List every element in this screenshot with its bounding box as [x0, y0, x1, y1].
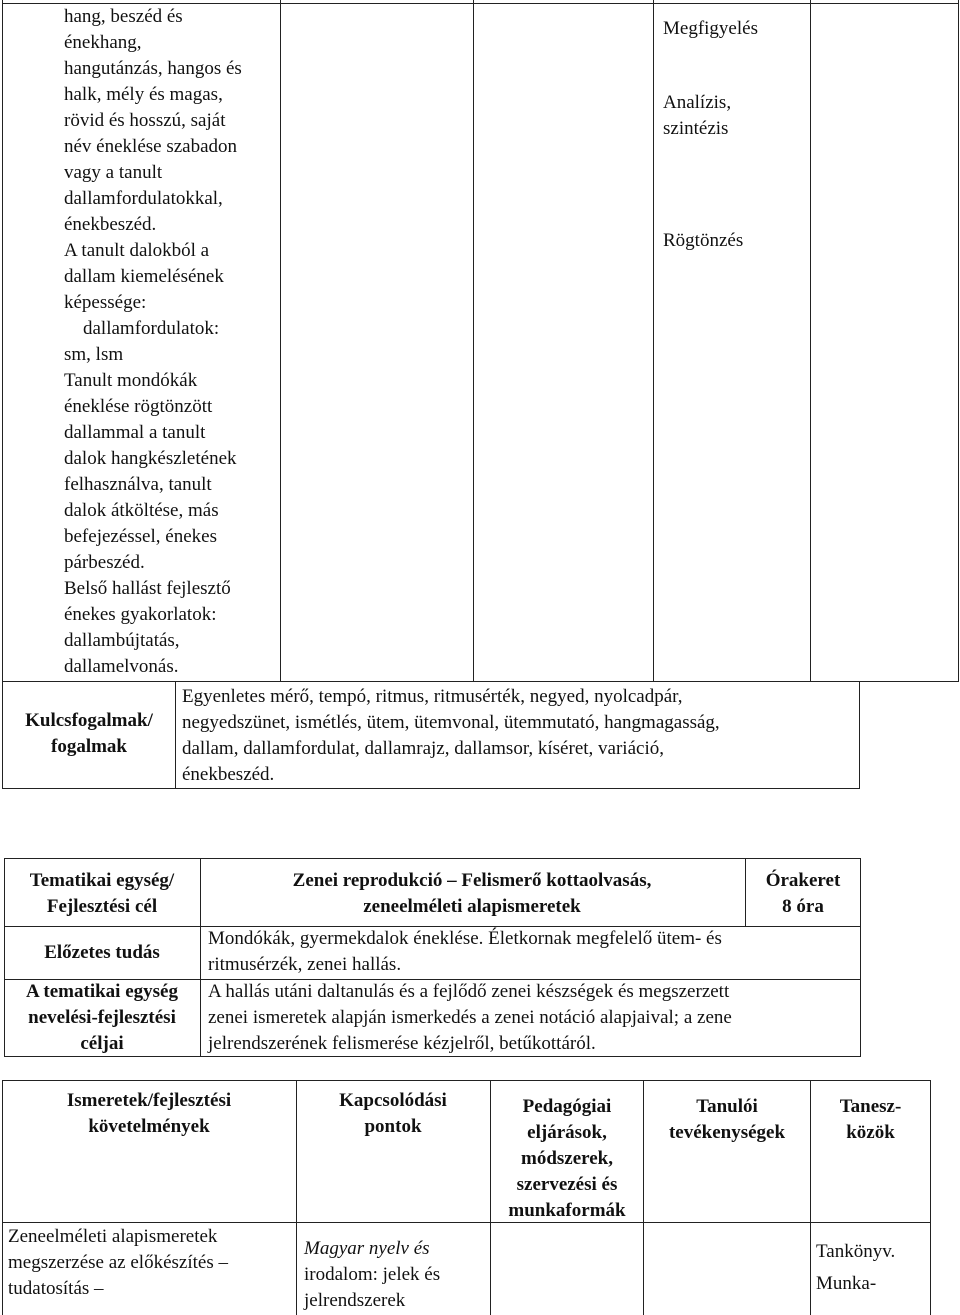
skills-line: dallambújtatás, [64, 630, 180, 651]
skills-line: halk, mély és magas, [64, 84, 223, 105]
skills-line: dallamfordulatokkal, [64, 188, 223, 209]
goals-label: A tematikai egység nevelési-fejlesztési céljai [26, 981, 178, 1054]
unit-table [0, 858, 960, 1058]
hours-label: Órakeret [765, 870, 841, 891]
skills-line: felhasználva, tanult [64, 474, 212, 495]
method-observation: Megfigyelés [663, 18, 758, 39]
method-improvisation: Rögtönzés [663, 230, 744, 251]
skills-line: A tanult dalokból a [64, 240, 210, 261]
skills-line: Tanult mondókák [64, 370, 198, 391]
skills-line: dallamelvonás. [64, 656, 179, 677]
skills-line: énekes gyakorlatok: [64, 604, 217, 625]
goals-text: A hallás utáni daltanulás és a fejlődő zenei készségek és megszerzett zenei ismeretek alapján ismerkedés a zenei notáció alapjaival; a zene jelrendszerének felismerése kézjelről, betűkottáról. [208, 981, 732, 1054]
unit-title: Zenei reprodukció – Felismerő kottaolvasás, zeneelméleti alapismeretek [292, 870, 652, 917]
header-activities: Tanulói tevékenységek [668, 1096, 786, 1143]
skills-line: képessége: [64, 292, 147, 313]
skills-line: befejezéssel, énekes [64, 526, 217, 547]
prior-knowledge-text: Mondókák, gyermekdalok éneklése. Életkornak megfelelő ütem- és ritmusérzék, zenei hallás. [208, 928, 722, 975]
prior-knowledge-label: Előzetes tudás [44, 942, 160, 963]
header-requirements: Ismeretek/fejlesztési követelmények [66, 1090, 232, 1137]
hours-value: 8 óra [782, 896, 824, 917]
skills-text [64, 4, 278, 680]
header-methods: Pedagógiai eljárások, módszerek, szervezési és munkaformák [508, 1096, 626, 1221]
skills-line: dallammal a tanult [64, 422, 206, 443]
skills-line: dalok hangkészletének [64, 448, 237, 469]
links-italic: Magyar nyelv és [304, 1238, 430, 1259]
skills-line: hang, beszéd és [64, 6, 183, 27]
header-tools: Tanesz- közök [839, 1096, 902, 1143]
keywords-label: Kulcsfogalmak/ fogalmak [25, 710, 153, 757]
skills-line: név éneklése szabadon [64, 136, 238, 157]
skills-line: sm, lsm [64, 344, 124, 365]
skills-line: éneklése rögtönzött [64, 396, 213, 417]
skills-line: rövid és hosszú, saját [64, 110, 226, 131]
keywords-text: Egyenletes mérő, tempó, ritmus, ritmusérték, negyed, nyolcadpár, negyedszünet, ismétlés, ütem, ütemvonal, ütemmutató, hangmagasság, dallam, dallamfordulat, dallamrajz, dallamsor, kíséret, variáció, énekbeszéd. [182, 686, 720, 785]
method-analysis: Analízis, szintézis [663, 92, 732, 139]
skills-line: dalok átköltése, más [64, 500, 219, 521]
skills-line: párbeszéd. [64, 552, 145, 573]
header-links: Kapcsolódási pontok [339, 1090, 447, 1137]
links-cell [304, 1236, 488, 1314]
skills-line: Belső hallást fejlesztő [64, 578, 231, 599]
links-rest: irodalom: jelek és jelrendszerek [304, 1264, 441, 1311]
content-table [0, 1080, 960, 1315]
skills-cell [64, 4, 278, 680]
skills-line: énekbeszéd. [64, 214, 157, 235]
skills-line: vagy a tanult [64, 162, 163, 183]
tools-cell: Tankönyv. Munka- [816, 1241, 896, 1294]
skills-line: énekhang, [64, 32, 142, 53]
skills-line: dallamfordulatok: [64, 318, 220, 339]
skills-line: hangutánzás, hangos és [64, 58, 242, 79]
unit-label: Tematikai egység/ Fejlesztési cél [29, 870, 175, 917]
requirements-cell: Zeneelméleti alapismeretek megszerzése az előkészítés – tudatosítás – [8, 1226, 228, 1299]
skills-line: dallam kiemelésének [64, 266, 224, 287]
